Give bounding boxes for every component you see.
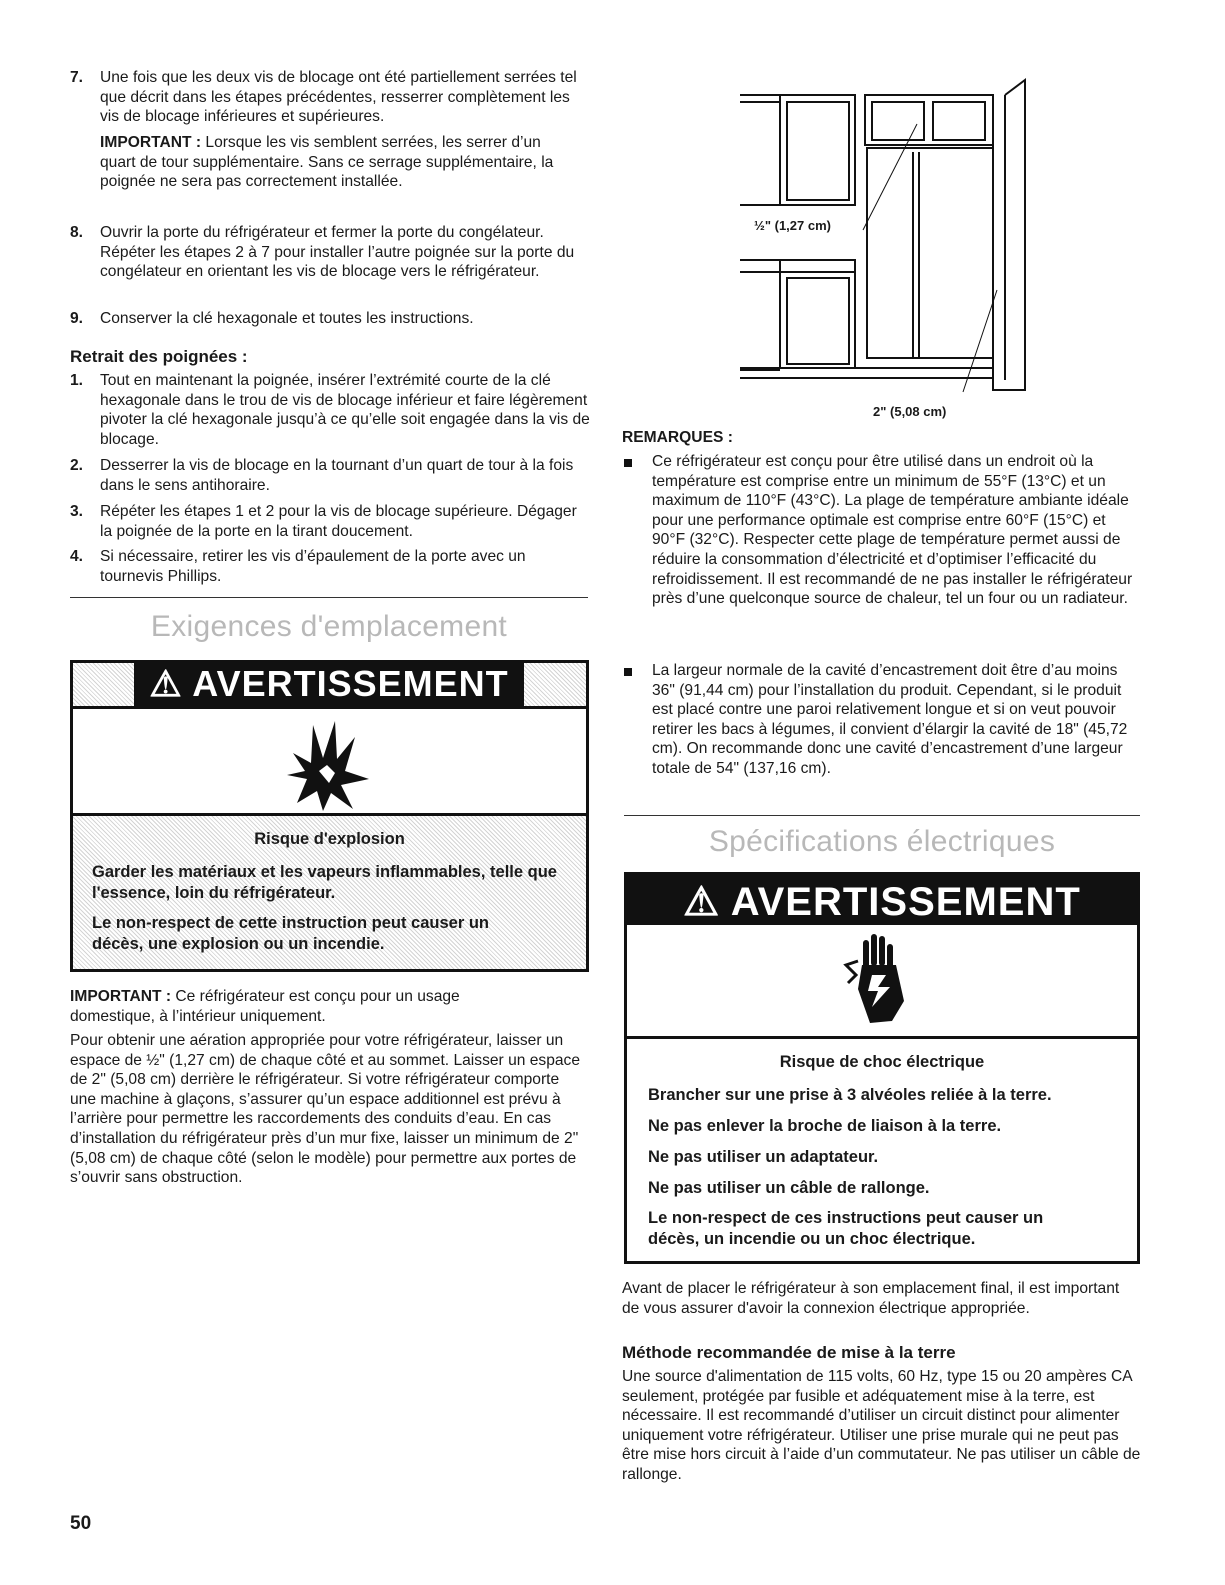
section-divider-right — [624, 815, 1140, 816]
remarques-heading: REMARQUES : — [622, 429, 733, 446]
warning-electric-line-2: Ne pas enlever la broche de liaison à la terre. — [648, 1117, 1002, 1135]
installation-clearance-diagram — [735, 60, 1035, 420]
explosion-icon — [283, 713, 373, 813]
bullet-icon — [624, 459, 632, 467]
warning-electric-line-5: Le non-respect de ces instructions peut causer un décès, un incendie ou un choc électrique. — [648, 1209, 1044, 1248]
diagram-label-half-inch: ½" (1,27 cm) — [754, 218, 831, 233]
diagram-label-two-inch: 2" (5,08 cm) — [873, 404, 947, 419]
page-number: 50 — [70, 1513, 92, 1534]
bullet-icon — [624, 668, 632, 676]
important-note-2: IMPORTANT : Ce réfrigérateur est conçu pour un usage domestique, à l’intérieur uniquement. — [70, 988, 460, 1025]
warning-header: ⚠ AVERTISSEMENT — [134, 660, 524, 708]
step-9: 9. Conserver la clé hexagonale et toutes les instructions. — [70, 310, 474, 327]
warning-triangle-icon: ⚠ — [149, 663, 183, 704]
para-aeration: Pour obtenir une aération appropriée pour votre réfrigérateur, laisser un espace de ½" (1,27 cm) de chaque côté et au sommet. Laisser un espace de 2" (5,08 cm) derrière le réfrigérateur. Si votre réfrigérateur comporte une machine à glaçons, s’assurer qu’un espace additionnel est prévu à l’arrière pour permettre les raccordements des conduits d’eau. En cas d’installation du réfrigérateur près d’un mur fixe, laisser un minimum de 2" (5,08 cm) de chaque côté (selon le modèle) pour permettre aux portes de s’ouvrir sans obstruction. — [70, 1032, 581, 1187]
retrait-step-1: 1. Tout en maintenant la poignée, insérer l’extrémité courte de la clé hexagonale dans le trou de vis de blocage inférieur et faire légèrement pivoter la clé hexagonale jusqu’à ce qu’elle soit engagée dans la vis de blocage. — [70, 372, 590, 448]
warning-triangle-icon: ⚠ — [683, 880, 721, 924]
retrait-heading: Retrait des poignées : — [70, 347, 248, 366]
important-note-1: IMPORTANT : Lorsque les vis semblent serrées, les serrer d’un quart de tour supplémentaire. Sans ce serrage supplémentaire, la poignée ne sera pas correctement installée. — [100, 134, 554, 191]
para-methode: Une source d'alimentation de 115 volts, 60 Hz, type 15 ou 20 ampères CA seulement, protégée par fusible et adéquatement mise à la terre, est nécessaire. Il est recommandé d’utiliser un circuit distinct pour alimenter uniquement votre réfrigérateur. Utiliser une prise murale qui ne peut pas être mise hors circuit à l’aide d’un commutateur. Ne pas utiliser un câble de rallonge. — [622, 1368, 1141, 1483]
warning-line-1: Garder les matériaux et les vapeurs inflammables, telle que l'essence, loin du réfrigérateur. — [92, 863, 557, 902]
section-title-emplacement: Exigences d'emplacement — [150, 610, 508, 643]
warning-electric-line-3: Ne pas utiliser un adaptateur. — [648, 1148, 879, 1166]
electric-shock-icon — [842, 931, 922, 1031]
warning-risk-electric: Risque de choc électrique — [779, 1053, 985, 1071]
warning-header: ⚠ AVERTISSEMENT — [627, 875, 1137, 925]
step-7: 7. Une fois que les deux vis de blocage ont été partiellement serrées tel que décrit dans les étapes précédentes, resserrer complètement les vis de blocage inférieures et supérieures. — [70, 69, 577, 126]
remarque-2: La largeur normale de la cavité d’encastrement doit être d’au moins 36" (91,44 cm) pour l’installation du produit. Cependant, si le produit est placé contre une paroi relativement longue et si on veut pouvoir retirer les bacs à légumes, il convient d’élargir la cavité de 18" (45,72 cm). On recommande donc une cavité d’encastrement d’une largeur totale de 54" (137,16 cm). — [652, 662, 1128, 777]
warning-risk-explosion: Risque d'explosion — [254, 830, 405, 848]
warning-line-2: Le non-respect de cette instruction peut causer un décès, une explosion ou un incendie. — [92, 914, 489, 953]
warning-icon-area — [627, 925, 1137, 1039]
section-title-electrique: Spécifications électriques — [708, 825, 1056, 858]
retrait-step-3: 3. Répéter les étapes 1 et 2 pour la vis de blocage supérieure. Dégager la poignée de la porte en la tirant doucement. — [70, 503, 577, 540]
section-divider-left — [70, 597, 588, 598]
warning-icon-area — [73, 706, 586, 816]
warning-electric-line-4: Ne pas utiliser un câble de rallonge. — [648, 1179, 930, 1197]
warning-electric-line-1: Brancher sur une prise à 3 alvéoles reliée à la terre. — [648, 1086, 1052, 1104]
retrait-step-2: 2. Desserrer la vis de blocage en la tournant d’un quart de tour à la fois dans le sens antihoraire. — [70, 457, 574, 494]
step-8: 8. Ouvrir la porte du réfrigérateur et fermer la porte du congélateur. Répéter les étapes 2 à 7 pour installer l’autre poignée sur la porte du congélateur en orientant les vis de blocage vers le réfrigérateur. — [70, 224, 575, 281]
remarque-1: Ce réfrigérateur est conçu pour être utilisé dans un endroit où la température est comprise entre un minimum de 55°F (13°C) et un maximum de 110°F (43°C). La plage de température ambiante idéale pour une performance optimale est comprise entre 60°F (15°C) et 90°F (32°C). Respecter cette plage de température permet aussi de réduire la consommation d’électricité et d’optimiser l’efficacité du refroidissement. Il est recommandé de ne pas installer le réfrigérateur près d’une quelconque source de chaleur, tel un four ou un radiateur. — [652, 453, 1133, 608]
para-avant: Avant de placer le réfrigérateur à son emplacement final, il est important de vous assurer d'avoir la connexion électrique appropriée. — [622, 1280, 1120, 1317]
methode-heading: Méthode recommandée de mise à la terre — [622, 1343, 956, 1362]
retrait-step-4: 4. Si nécessaire, retirer les vis d’épaulement de la porte avec un tournevis Phillips. — [70, 548, 526, 585]
